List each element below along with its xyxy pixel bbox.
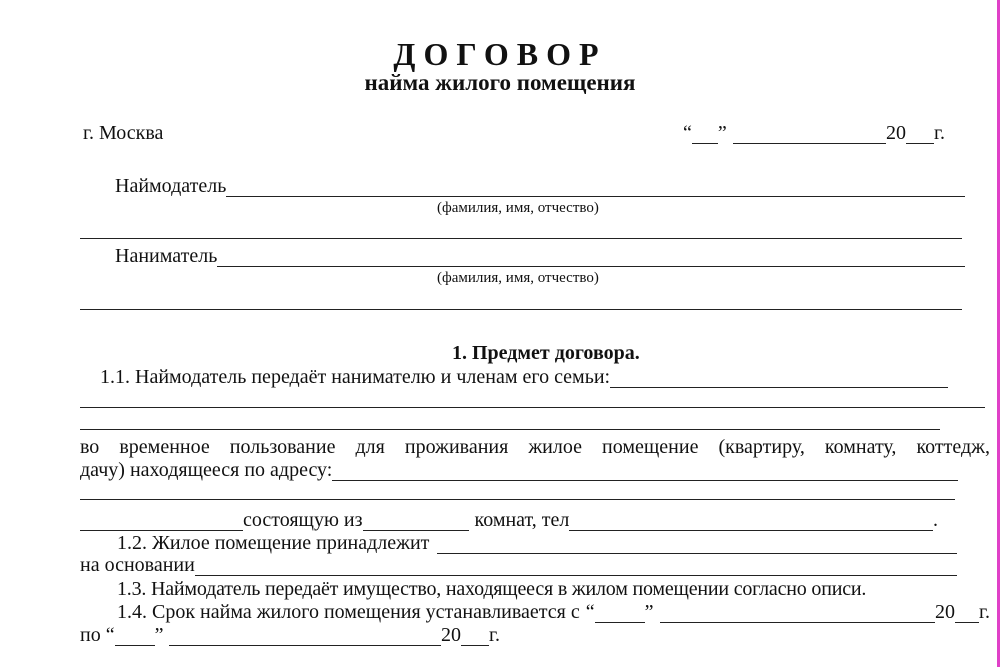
year-suffix: г. [489,624,500,646]
quote-open: “ [585,601,595,623]
start-year-field[interactable] [955,604,979,623]
address-label: дачу) находящееся по адресу: [80,459,333,481]
clause-1-4 [117,601,990,623]
end-year-field[interactable] [461,627,489,646]
landlord-label: Наймодатель [115,175,227,197]
year-suffix: г. [979,601,990,623]
clause-1-1-text: 1.1. Наймодатель передаёт нанимателю и членам его семьи: [100,366,611,388]
document-subtitle: найма жилого помещения [364,70,636,95]
family-line-2 [80,389,985,408]
period: . [933,509,938,531]
month-blank[interactable] [733,125,886,144]
landlord-extra-line [80,220,962,239]
tenant-line [115,245,965,267]
start-day-field[interactable] [595,604,645,623]
address-line-2 [80,481,955,500]
quote-close: ” [644,601,654,623]
clause-1-4-text: 1.4. Срок найма жилого помещения устанавливается с [117,601,580,623]
basis-field[interactable] [195,557,957,576]
basis-label: на основании [80,554,195,576]
year-prefix: 20 [441,624,462,646]
quote-close: ” [154,624,164,646]
family-field-2[interactable] [80,389,985,408]
end-month-field[interactable] [169,627,441,646]
city-text: г. Москва [83,122,164,144]
day-blank[interactable] [692,125,718,144]
clause-1-2-text: 1.2. Жилое помещение принадлежит [117,532,430,554]
phone-field[interactable] [569,512,933,531]
family-line-3 [80,411,940,430]
address-field[interactable] [332,462,958,481]
year-prefix: 20 [886,122,907,144]
landlord-line [115,175,965,197]
family-field[interactable] [610,369,948,388]
quote-close: ” [717,122,727,144]
quote-open: “ [105,624,115,646]
owner-field[interactable] [437,535,957,554]
address-field-3[interactable] [80,512,243,531]
address-field-2[interactable] [80,481,955,500]
landlord-extra-field[interactable] [80,220,962,239]
year-suffix: г. [934,122,945,144]
clause-1-4-end [80,624,500,646]
tenant-caption: (фамилия, имя, отчество) [437,270,599,286]
tenant-extra-line [80,291,962,310]
until-label: по [80,624,101,646]
city [83,122,163,144]
rooms-count-field[interactable] [363,512,469,531]
family-field-3[interactable] [80,411,940,430]
section-heading-text: 1. Предмет договора. [452,342,640,364]
tenant-extra-field[interactable] [80,291,962,310]
clause-1-3 [117,578,962,600]
address-line [80,459,958,481]
landlord-name-field[interactable] [226,178,965,197]
clause-1-2 [117,532,957,554]
end-day-field[interactable] [115,627,155,646]
rooms-label: состоящую из [243,509,363,531]
clause-1-3-text: 1.3. Наймодатель передаёт имущество, находящееся в жилом помещении согласно описи. [117,578,867,600]
year-prefix: 20 [935,601,956,623]
rooms-line [80,509,938,531]
basis-line [80,554,957,576]
year-blank[interactable] [906,125,934,144]
landlord-caption: (фамилия, имя, отчество) [437,200,599,216]
clause-1-1-continuation: во временное пользование для проживания жилое помещение (квартиру, комнату, коттедж, [80,436,990,458]
tenant-name-field[interactable] [217,248,965,267]
rooms-suffix: комнат, тел [474,509,570,531]
document-title: ДОГОВОР [393,36,607,72]
section-1-heading [452,342,640,364]
quote-open: “ [683,122,692,144]
contract-date [683,122,945,144]
clause-1-1 [100,366,948,388]
start-month-field[interactable] [660,604,936,623]
tenant-label: Наниматель [115,245,218,267]
